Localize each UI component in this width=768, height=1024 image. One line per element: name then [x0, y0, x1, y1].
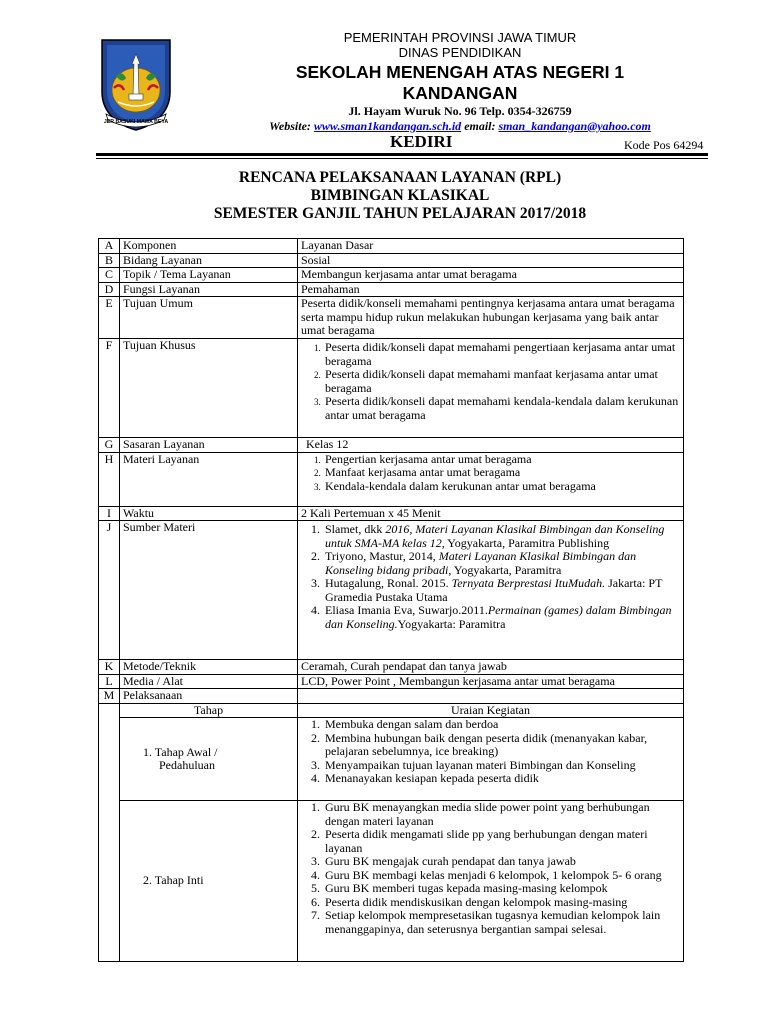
row-code: I	[99, 506, 120, 521]
row-label: Bidang Layanan	[120, 253, 298, 268]
source-title: Permainan (games) dalam Bimbingan dan Konseling.	[325, 603, 672, 631]
row-code: L	[99, 674, 120, 689]
row-label: Materi Layanan	[120, 452, 298, 506]
sumber-materi-list	[301, 523, 680, 631]
tahap-awal-row	[99, 718, 684, 801]
list-item: 3. Menyampaikan tujuan layanan materi Bimbingan dan Konseling	[323, 759, 680, 773]
row-code: H	[99, 452, 120, 506]
table-row	[99, 521, 684, 660]
source-author: Slamet, dkk	[325, 522, 386, 536]
tahap-awal-label-line2: Pedahuluan	[159, 758, 215, 772]
letterhead-divider-thick	[96, 153, 708, 156]
list-item: 3. Guru BK mengajak curah pendapat dan tanya jawab	[323, 855, 680, 869]
list-item	[323, 604, 680, 631]
list-item: 7. Setiap kelompok mempresetasikan tugasnya kemudian kelompok lain menanggapinya, dan seterusnya bergantian sampai selesai.	[323, 909, 680, 936]
list-item: 1. Peserta didik/konseli dapat memahami pengertiaan kerjasama antar umat beragama	[323, 341, 680, 368]
row-value: Layanan Dasar	[298, 239, 684, 254]
row-label: Metode/Teknik	[120, 660, 298, 675]
row-code: M	[99, 689, 120, 704]
jawa-timur-emblem-icon	[96, 36, 176, 132]
table-row	[99, 253, 684, 268]
list-item: 4. Guru BK membagi kelas menjadi 6 kelompok, 1 kelompok 5- 6 orang	[323, 869, 680, 883]
row-value: Membangun kerjasama antar umat beragama	[298, 268, 684, 283]
table-row	[99, 674, 684, 689]
source-publisher: , Yogyakarta, Paramitra	[448, 562, 562, 577]
row-label: Topik / Tema Layanan	[120, 268, 298, 283]
row-label: Tujuan Khusus	[120, 339, 298, 438]
tahap-inti-label-text: 2. Tahap Inti	[143, 873, 204, 888]
row-value: Pemahaman	[298, 282, 684, 297]
row-code: A	[99, 239, 120, 254]
row-code	[99, 703, 120, 718]
table-row	[99, 689, 684, 704]
list-item: 2. Peserta didik mengamati slide pp yang berhubungan dengan materi layanan	[323, 828, 680, 855]
row-code: C	[99, 268, 120, 283]
source-publisher: , Yogyakarta, Paramitra Publishing	[441, 535, 610, 550]
letterhead-address: Jl. Hayam Wuruk No. 96 Telp. 0354-326759	[348, 104, 572, 118]
row-code: D	[99, 282, 120, 297]
row-value: Kelas 12	[298, 438, 684, 453]
list-item: 2. Manfaat kerjasama antar umat beragama	[323, 466, 680, 480]
tujuan-khusus-list	[301, 341, 680, 422]
list-item: 4. Menanayakan kesiapan kepada peserta didik	[323, 772, 680, 786]
table-row	[99, 506, 684, 521]
row-code: B	[99, 253, 120, 268]
source-publisher: Jakarta: PT Gramedia Pustaka Utama	[325, 576, 663, 604]
row-code: J	[99, 521, 120, 660]
row-code: G	[99, 438, 120, 453]
list-item: 3. Kendala-kendala dalam kerukunan antar umat beragama	[323, 480, 680, 494]
letterhead-contacts	[200, 119, 720, 133]
list-item: 2. Peserta didik/konseli dapat memahami manfaat kerjasama antar umat beragama	[323, 368, 680, 395]
table-row	[99, 282, 684, 297]
row-label: Tujuan Umum	[120, 297, 298, 339]
email-link[interactable]: sman_kandangan@yahoo.com	[498, 119, 651, 133]
row-code	[99, 801, 120, 962]
list-item: 1. Guru BK menayangkan media slide power point yang berhubungan dengan materi layanan	[323, 801, 680, 828]
table-row	[99, 268, 684, 283]
tahap-inti-row	[99, 801, 684, 962]
row-value: Peserta didik/konseli memahami pentingnya kerjasama antara umat beragama serta mampu hidup rukun melakukan hubungan kerjasama yang baik antar umat beragama	[298, 297, 684, 339]
letterhead-government: PEMERINTAH PROVINSI JAWA TIMUR	[343, 30, 577, 45]
table-row	[99, 452, 684, 506]
letterhead-school-name	[200, 62, 720, 104]
school-name-line1: SEKOLAH MENENGAH ATAS NEGERI 1	[295, 62, 625, 82]
row-code: F	[99, 339, 120, 438]
row-label: Fungsi Layanan	[120, 282, 298, 297]
doc-title-line3: SEMESTER GANJIL TAHUN PELAJARAN 2017/2018	[213, 205, 587, 222]
email-label: email:	[461, 119, 499, 133]
list-item: 1. Pengertian kerjasama antar umat beragama	[323, 453, 680, 467]
source-title: Ternyata Berprestasi ItuMudah.	[451, 576, 606, 590]
row-label: Media / Alat	[120, 674, 298, 689]
svg-text:JER BASUKI MAWA BEYA: JER BASUKI MAWA BEYA	[103, 119, 169, 125]
website-link[interactable]: www.sman1kandangan.sch.id	[313, 119, 462, 133]
pelaksanaan-header-row	[99, 703, 684, 718]
table-row	[99, 239, 684, 254]
table-row	[99, 297, 684, 339]
row-value: LCD, Power Point , Membangun kerjasama antar umat beragama	[298, 674, 684, 689]
row-label: Komponen	[120, 239, 298, 254]
source-publisher: Yogyakarta: Paramitra	[397, 616, 506, 631]
list-item: 6. Peserta didik mendiskusikan dengan kelompok masing-masing	[323, 896, 680, 910]
materi-list	[301, 453, 680, 494]
row-code: E	[99, 297, 120, 339]
row-label: Pelaksanaan	[120, 689, 298, 704]
source-author: Eliasa Imania Eva, Suwarjo.2011.	[325, 603, 488, 617]
list-item: 2. Membina hubungan baik dengan peserta didik (menanyakan kabar, pelajaran sebelumnya, ice breaking)	[323, 732, 680, 759]
list-item: 3. Peserta didik/konseli dapat memahami kendala-kendala dalam kerukunan antar umat beragama	[323, 395, 680, 422]
row-value: Ceramah, Curah pendapat dan tanya jawab	[298, 660, 684, 675]
table-row	[99, 438, 684, 453]
inti-activity-list	[301, 801, 680, 936]
tahap-awal-activities	[298, 718, 684, 801]
row-label: Sasaran Layanan	[120, 438, 298, 453]
school-name-line2: KANDANGAN	[402, 83, 518, 103]
table-row	[99, 660, 684, 675]
uraian-header: Uraian Kegiatan	[298, 703, 684, 718]
rpl-table	[98, 238, 684, 962]
row-value: 2 Kali Pertemuan x 45 Menit	[298, 506, 684, 521]
list-item	[323, 523, 680, 550]
row-value: Sosial	[298, 253, 684, 268]
letterhead-city: KEDIRI	[390, 132, 453, 151]
tahap-header: Tahap	[120, 703, 298, 718]
letterhead-postal-code: Kode Pos 64294	[624, 138, 704, 152]
source-author: Triyono, Mastur, 2014,	[325, 549, 439, 563]
letterhead-divider-thin	[96, 158, 708, 159]
source-title: Materi Layanan Klasikal Bimbingan dan Konseling bidang pribadi	[325, 549, 637, 577]
source-title: 2016, Materi Layanan Klasikal Bimbingan dan Konseling untuk SMA-MA kelas 12	[325, 522, 665, 550]
tahap-awal-label	[120, 718, 298, 801]
list-item: 5. Guru BK memberi tugas kepada masing-masing kelompok	[323, 882, 680, 896]
row-value	[298, 452, 684, 506]
row-value	[298, 339, 684, 438]
awal-activity-list	[301, 718, 680, 786]
row-label: Sumber Materi	[120, 521, 298, 660]
table-row	[99, 339, 684, 438]
row-value	[298, 521, 684, 660]
doc-title-line1: RENCANA PELAKSANAAN LAYANAN (RPL)	[238, 169, 562, 186]
list-item: 1. Membuka dengan salam dan berdoa	[323, 718, 680, 732]
source-author: Hutagalung, Ronal. 2015.	[325, 576, 452, 590]
row-value	[298, 689, 684, 704]
tahap-inti-label	[120, 801, 298, 962]
list-item	[323, 550, 680, 577]
row-code: K	[99, 660, 120, 675]
row-code	[99, 718, 120, 801]
tahap-inti-activities	[298, 801, 684, 962]
list-item	[323, 577, 680, 604]
row-label: Waktu	[120, 506, 298, 521]
doc-title-line2: BIMBINGAN KLASIKAL	[310, 187, 490, 204]
website-label: Website:	[269, 119, 314, 133]
tahap-awal-label-line1: 1. Tahap Awal /	[143, 744, 218, 759]
letterhead-department: DINAS PENDIDIKAN	[398, 45, 522, 60]
